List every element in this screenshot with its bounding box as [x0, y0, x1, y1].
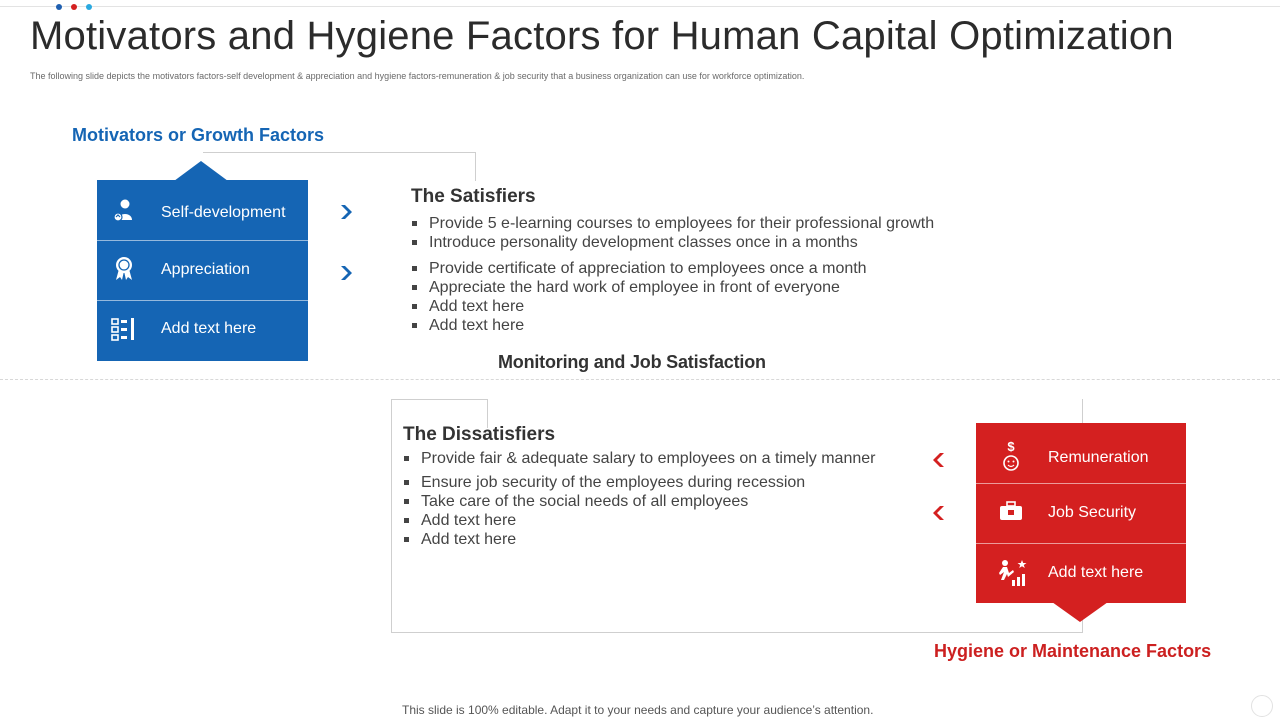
chevron-right-icon [338, 264, 356, 282]
chevron-left-icon [929, 451, 947, 469]
list-item: Take care of the social needs of all employees [403, 492, 805, 511]
hygiene-label: Add text here [1048, 564, 1144, 581]
list-item: Add text here [403, 511, 805, 530]
person-growth-icon [111, 198, 137, 224]
slide-subtitle: The following slide depicts the motivators factors-self development & appreciation and hygiene factors-remuneration & job security that a business organization can use for workforce optimization. [30, 71, 805, 81]
red-panel-notch [1052, 602, 1108, 622]
money-person-icon [998, 439, 1024, 471]
list-item: Provide certificate of appreciation to employees once a month [411, 259, 867, 278]
motivator-item-self-development[interactable] [97, 180, 308, 241]
blue-panel-notch [174, 161, 228, 181]
hygiene-item-remuneration[interactable] [976, 423, 1186, 484]
monitoring-heading: Monitoring and Job Satisfaction [498, 352, 766, 372]
dissatisfiers-list-security [403, 473, 805, 549]
motivator-label: Add text here [161, 320, 257, 337]
dissatisfiers-title: The Dissatisfiers [403, 424, 556, 445]
motivators-heading: Motivators or Growth Factors [72, 125, 325, 145]
briefcase-icon [998, 499, 1024, 525]
list-item: Add text here [403, 530, 805, 549]
list-item: Add text here [411, 316, 867, 335]
hygiene-label: Remuneration [1048, 449, 1149, 466]
satisfiers-title: The Satisfiers [411, 186, 536, 207]
satisfiers-list-growth [411, 214, 934, 252]
motivator-label: Appreciation [161, 261, 250, 278]
list-item: Add text here [411, 297, 867, 316]
motivator-item-add-text[interactable] [97, 301, 308, 361]
climbing-stairs-icon [998, 558, 1028, 588]
motivator-label: Self-development [161, 204, 286, 221]
accent-dot [56, 4, 62, 10]
hygiene-heading: Hygiene or Maintenance Factors [934, 641, 1212, 661]
accent-dot [71, 4, 77, 10]
list-item: Introduce personality development classes once in a months [411, 233, 934, 252]
list-item: Provide fair & adequate salary to employees on a timely manner [403, 449, 875, 468]
list-item: Provide 5 e-learning courses to employees for their professional growth [411, 214, 934, 233]
hygiene-label: Job Security [1048, 504, 1137, 521]
list-item: Ensure job security of the employees during recession [403, 473, 805, 492]
footer-note: This slide is 100% editable. Adapt it to your needs and capture your audience’s attention. [402, 703, 874, 717]
satisfiers-list-appreciation [411, 259, 867, 335]
hygiene-item-add-text[interactable] [976, 544, 1186, 603]
accent-dot [86, 4, 92, 10]
dissatisfiers-list-pay [403, 449, 875, 468]
chevron-left-icon [929, 504, 947, 522]
motivators-panel [97, 180, 308, 361]
svg-text:$: $ [1007, 439, 1015, 454]
corner-circle [1251, 695, 1273, 717]
checklist-icon [111, 317, 137, 343]
motivator-item-appreciation[interactable] [97, 241, 308, 301]
top-rule [0, 6, 1280, 7]
hygiene-panel [976, 423, 1186, 603]
list-item: Appreciate the hard work of employee in front of everyone [411, 278, 867, 297]
award-ribbon-icon [111, 255, 137, 281]
slide-title: Motivators and Hygiene Factors for Human Capital Optimization [30, 14, 1174, 58]
divider-line [0, 379, 1280, 380]
hygiene-item-job-security[interactable] [976, 484, 1186, 544]
chevron-right-icon [338, 203, 356, 221]
satisfiers-frame [203, 152, 476, 181]
